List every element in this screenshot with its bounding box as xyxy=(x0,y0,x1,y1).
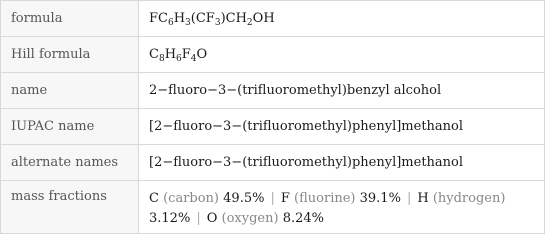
element-fraction: 39.1% xyxy=(359,191,401,206)
row-label: mass fractions xyxy=(1,181,139,234)
row-label: name xyxy=(1,73,139,109)
formula-part: C xyxy=(149,46,159,62)
element-symbol: H xyxy=(417,191,429,206)
formula-part: H xyxy=(173,10,186,26)
iupac-name-value: [2−fluoro−3−(trifluoromethyl)phenyl]methanol xyxy=(139,109,545,145)
formula-subscript: 6 xyxy=(167,17,174,28)
name-value: 2−fluoro−3−(trifluoromethyl)benzyl alcohol xyxy=(139,73,545,109)
formula-subscript: 3 xyxy=(214,17,221,28)
row-label: Hill formula xyxy=(1,37,139,73)
formula-part: OH xyxy=(252,10,275,26)
element-fraction: 3.12% xyxy=(149,211,191,226)
mass-fractions-value xyxy=(139,181,545,234)
formula-part: H xyxy=(164,46,177,62)
formula-part: FC xyxy=(149,10,168,26)
element-symbol: F xyxy=(280,191,290,206)
formula-part: O xyxy=(196,46,208,62)
formula-part: F xyxy=(181,46,191,62)
element-name: (oxygen) xyxy=(221,211,279,226)
formula-subscript: 6 xyxy=(176,53,182,64)
element-fraction: 49.5% xyxy=(223,191,265,206)
separator: | xyxy=(406,191,412,206)
formula-part: (CF xyxy=(190,10,215,26)
row-hill-formula xyxy=(1,37,545,73)
separator: | xyxy=(270,191,275,206)
row-mass-fractions xyxy=(1,181,545,234)
formula-part: )CH xyxy=(220,10,247,26)
row-alternate-names xyxy=(1,145,545,181)
element-name: (hydrogen) xyxy=(432,191,506,206)
row-iupac-name xyxy=(1,109,545,145)
row-name xyxy=(1,73,545,109)
row-label: formula xyxy=(1,1,139,37)
hill-formula-value xyxy=(139,37,545,73)
formula-subscript: 3 xyxy=(185,17,191,28)
formula-subscript: 2 xyxy=(246,17,253,28)
separator: | xyxy=(196,211,201,226)
row-label: alternate names xyxy=(1,145,139,181)
row-label: IUPAC name xyxy=(1,109,139,145)
element-symbol: C xyxy=(149,191,159,206)
alternate-names-value: [2−fluoro−3−(trifluoromethyl)phenyl]methanol xyxy=(139,145,545,181)
element-symbol: O xyxy=(206,211,218,226)
element-name: (fluorine) xyxy=(294,191,356,206)
element-fraction: 8.24% xyxy=(282,211,325,226)
element-name: (carbon) xyxy=(163,191,220,206)
formula-subscript: 8 xyxy=(158,53,165,64)
formula-value xyxy=(139,1,545,37)
formula-subscript: 4 xyxy=(190,53,197,64)
row-formula xyxy=(1,1,545,37)
